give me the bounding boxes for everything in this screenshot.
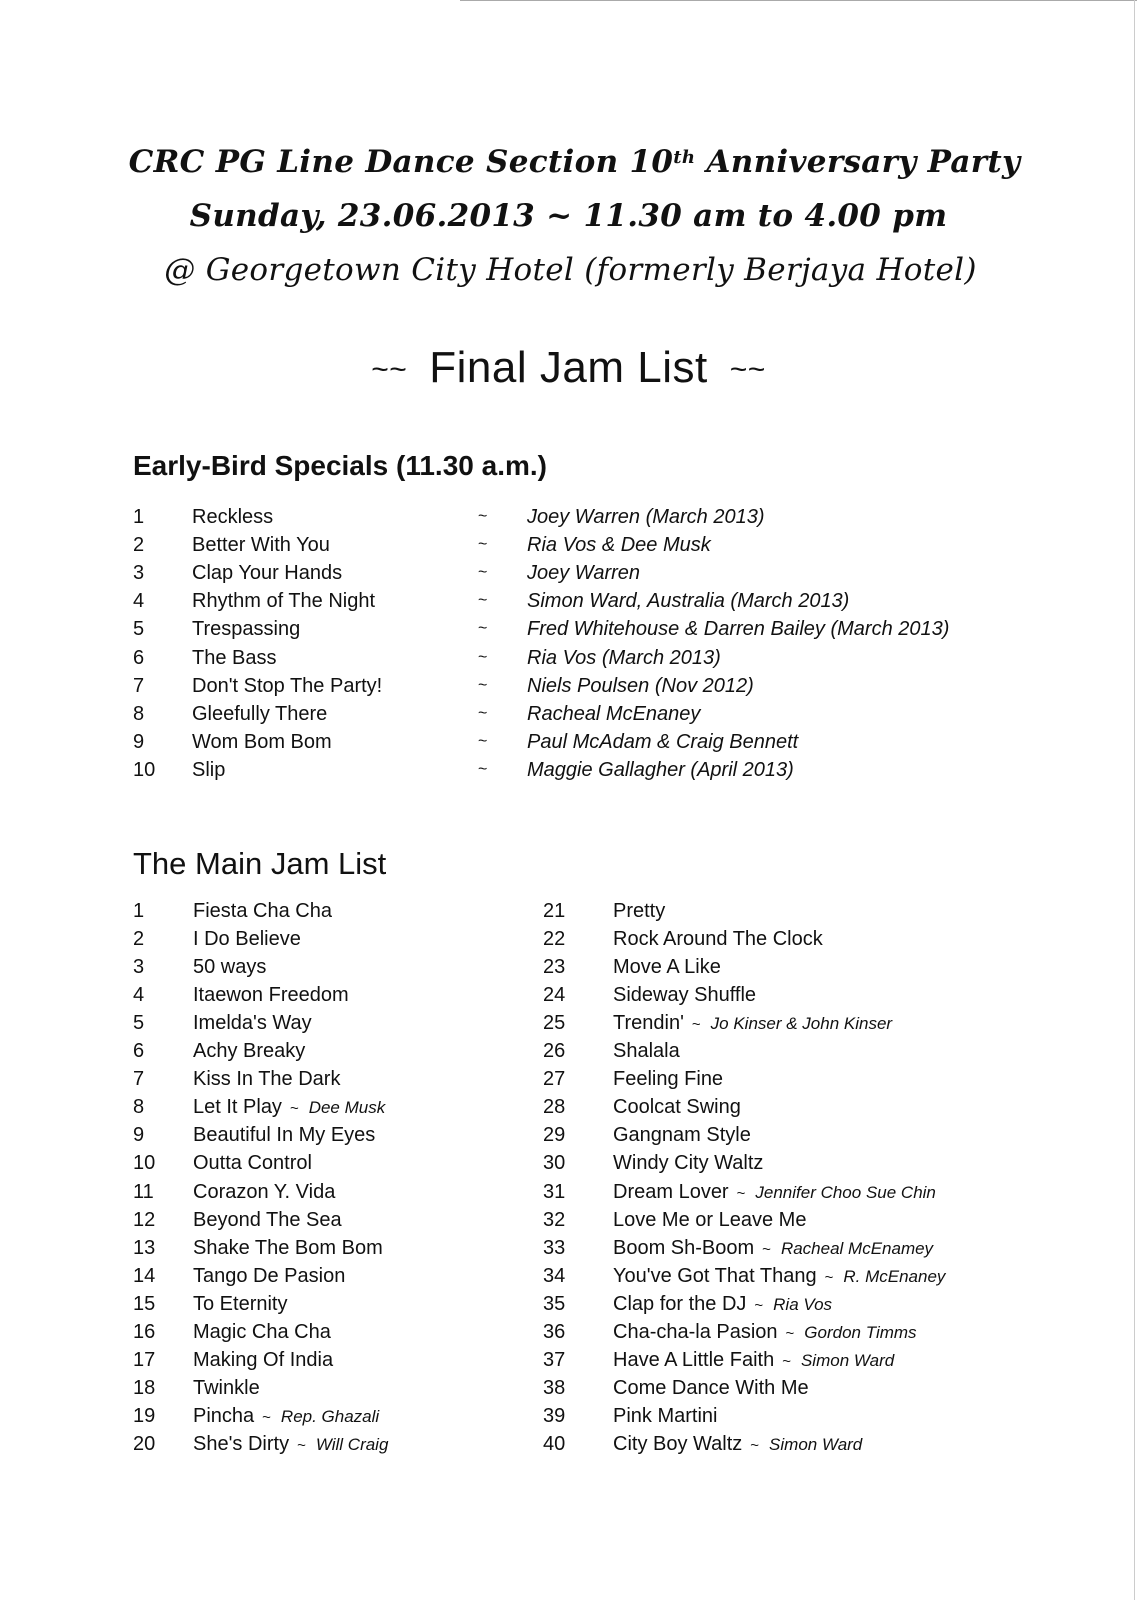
- dance-title: Clap for the DJ: [613, 1292, 747, 1315]
- item-number: 32: [543, 1208, 566, 1231]
- item-number: 2: [133, 928, 145, 951]
- item-number: 38: [543, 1376, 566, 1399]
- dance-title-group: [193, 1093, 385, 1123]
- item-number: 13: [133, 1236, 156, 1259]
- choreographer: Simon Ward: [800, 1350, 895, 1370]
- dance-title-group: [193, 1037, 305, 1065]
- dance-title: Better With You: [192, 534, 330, 557]
- main-list-heading: The Main Jam List: [133, 846, 387, 881]
- dance-title-group: [193, 1290, 287, 1318]
- event-title-line: [0, 135, 1137, 189]
- item-number: 12: [133, 1208, 156, 1231]
- dance-title-group: [613, 1121, 751, 1149]
- dance-title-group: [613, 1065, 723, 1093]
- dance-title-group: [193, 1065, 340, 1093]
- item-number: 29: [543, 1124, 566, 1147]
- item-number: 27: [543, 1068, 566, 1091]
- item-number: 1: [133, 506, 145, 528]
- tilde-separator: ~: [478, 620, 488, 638]
- choreographer: R. McEnaney: [843, 1266, 946, 1286]
- dance-title: Imelda's Way: [193, 1012, 312, 1035]
- event-title-rest: Anniversary Party: [695, 144, 1021, 180]
- item-number: 28: [543, 1096, 566, 1119]
- event-date-line: Sunday, 23.06.2013 ~ 11.30 am to 4.00 pm: [189, 198, 948, 234]
- choreographer: Ria Vos & Dee Musk: [527, 534, 711, 557]
- dance-title: Pink Martini: [613, 1404, 718, 1427]
- item-number: 11: [133, 1180, 154, 1203]
- choreographer: Simon Ward: [769, 1434, 863, 1454]
- dance-title-group: [613, 1318, 917, 1348]
- dance-title: Itaewon Freedom: [193, 984, 349, 1007]
- dance-title: 50 ways: [193, 956, 267, 979]
- dance-title: Beyond The Sea: [193, 1208, 342, 1231]
- dance-title: Trespassing: [192, 618, 301, 641]
- event-title-ordinal: th: [673, 147, 696, 168]
- dance-title: Let It Play: [193, 1096, 282, 1119]
- dance-title: Slip: [192, 758, 226, 781]
- tilde-separator: ~: [478, 648, 488, 666]
- choreographer: Joey Warren (March 2013): [527, 506, 765, 528]
- dance-title-group: [193, 1346, 333, 1374]
- choreographer: Will Craig: [315, 1434, 389, 1454]
- tilde-separator: ~: [478, 676, 488, 694]
- dance-title: I Do Believe: [193, 928, 301, 951]
- tilde-separator: ~: [478, 564, 488, 582]
- item-number: 21: [543, 900, 566, 922]
- title-tilde-right: ~~: [729, 353, 766, 387]
- dance-title: Fiesta Cha Cha: [193, 900, 332, 922]
- dance-title: Sideway Shuffle: [613, 984, 757, 1007]
- item-number: 16: [133, 1320, 156, 1343]
- dance-title-group: [193, 1121, 375, 1149]
- dance-title: Clap Your Hands: [192, 562, 343, 585]
- tilde-separator: ~: [691, 1016, 701, 1034]
- item-number: 10: [133, 758, 156, 781]
- title-tilde-left: ~~: [371, 353, 408, 387]
- dance-title-group: [613, 1430, 862, 1460]
- item-number: 4: [133, 590, 145, 613]
- choreographer: Ria Vos: [773, 1294, 833, 1314]
- dance-title: Shalala: [613, 1040, 680, 1063]
- dance-title-group: [613, 953, 721, 981]
- dance-title: Achy Breaky: [193, 1040, 306, 1063]
- item-number: 17: [133, 1348, 156, 1371]
- choreographer: Jennifer Choo Sue Chin: [755, 1182, 936, 1202]
- dance-title: Outta Control: [193, 1152, 312, 1175]
- dance-title-group: [193, 1402, 379, 1432]
- dance-title: Rhythm of The Night: [192, 590, 376, 613]
- tilde-separator: ~: [478, 508, 488, 525]
- tilde-separator: ~: [297, 1436, 306, 1454]
- dance-title: Coolcat Swing: [613, 1096, 741, 1119]
- dance-title: Love Me or Leave Me: [613, 1208, 807, 1231]
- event-header: [0, 135, 1137, 297]
- item-number: 40: [543, 1432, 566, 1455]
- dance-title-group: [193, 1009, 312, 1037]
- dance-title: Gleefully There: [192, 702, 328, 725]
- dance-title-group: [613, 1206, 806, 1234]
- choreographer: Rep. Ghazali: [280, 1406, 380, 1426]
- dance-title: Come Dance With Me: [613, 1376, 809, 1399]
- dance-title: Have A Little Faith: [613, 1348, 775, 1371]
- dance-title-group: [193, 897, 332, 925]
- dance-title: Magic Cha Cha: [193, 1320, 331, 1343]
- dance-title: Cha-cha-la Pasion: [613, 1320, 778, 1343]
- dance-title-group: [193, 925, 301, 953]
- item-number: 33: [543, 1236, 566, 1259]
- dance-title-group: [613, 1178, 936, 1208]
- dance-title: Pretty: [613, 900, 666, 922]
- item-number: 18: [133, 1376, 156, 1399]
- dance-title-group: [613, 1346, 894, 1376]
- dance-title-group: [613, 1149, 763, 1177]
- dance-title: You've Got That Thang: [613, 1264, 817, 1287]
- item-number: 36: [543, 1320, 566, 1343]
- dance-title-group: [193, 1374, 260, 1402]
- item-number: 35: [543, 1292, 566, 1315]
- dance-title-group: [613, 1290, 832, 1320]
- dance-title-group: [613, 1037, 680, 1065]
- tilde-separator: ~: [754, 1296, 764, 1314]
- dance-title-group: [613, 897, 665, 925]
- item-number: 20: [133, 1432, 156, 1455]
- item-number: 23: [543, 956, 566, 979]
- dance-title-group: [193, 1234, 383, 1262]
- choreographer: Joey Warren: [527, 562, 641, 585]
- dance-title: Boom Sh-Boom: [613, 1236, 755, 1259]
- item-number: 7: [133, 674, 145, 697]
- choreographer: Racheal McEnamey: [780, 1238, 934, 1258]
- dance-title: The Bass: [192, 646, 277, 669]
- page-title: [0, 340, 1137, 398]
- item-number: 3: [133, 562, 145, 585]
- choreographer: Simon Ward, Australia (March 2013): [527, 590, 850, 613]
- tilde-separator: ~: [478, 592, 488, 610]
- item-number: 37: [543, 1348, 566, 1371]
- dance-title: City Boy Waltz: [613, 1432, 743, 1455]
- tilde-separator: ~: [785, 1324, 795, 1342]
- item-number: 22: [543, 928, 566, 951]
- item-number: 8: [133, 702, 145, 725]
- tilde-separator: ~: [762, 1240, 771, 1258]
- choreographer: Niels Poulsen (Nov 2012): [527, 674, 754, 697]
- tilde-separator: ~: [478, 760, 488, 778]
- dance-title: Pincha: [193, 1404, 255, 1427]
- item-number: 19: [133, 1404, 156, 1427]
- item-number: 2: [133, 534, 145, 557]
- tilde-separator: ~: [478, 704, 488, 722]
- dance-title-group: [193, 953, 266, 981]
- item-number: 34: [543, 1264, 566, 1287]
- item-number: 6: [133, 1040, 145, 1063]
- choreographer: Racheal McEnaney: [527, 702, 701, 725]
- item-number: 8: [133, 1096, 145, 1119]
- item-number: 10: [133, 1152, 156, 1175]
- choreographer: Ria Vos (March 2013): [527, 646, 721, 669]
- page-title-text: Final Jam List: [429, 343, 708, 392]
- dance-title-group: [193, 1206, 342, 1234]
- item-number: 1: [133, 900, 145, 922]
- dance-title: Rock Around The Clock: [613, 928, 823, 951]
- dance-title: Trendin': [613, 1012, 684, 1035]
- dance-title-group: [613, 1234, 933, 1264]
- dance-title-group: [193, 1149, 312, 1177]
- dance-title-group: [193, 1262, 345, 1290]
- dance-title-group: [613, 1402, 717, 1430]
- choreographer: Paul McAdam & Craig Bennett: [527, 730, 799, 753]
- item-number: 3: [133, 956, 145, 979]
- scan-edge-top: [460, 0, 1137, 2]
- choreographer: Dee Musk: [308, 1098, 386, 1118]
- dance-title-group: [613, 1262, 945, 1292]
- dance-title-group: [613, 1009, 892, 1039]
- item-number: 24: [543, 984, 566, 1007]
- dance-title: Don't Stop The Party!: [192, 674, 383, 697]
- dance-title: Windy City Waltz: [613, 1152, 764, 1175]
- event-venue-line: @ Georgetown City Hotel (formerly Berjaya Hotel): [164, 252, 977, 288]
- tilde-separator: ~: [262, 1408, 271, 1426]
- dance-title-group: [613, 925, 823, 953]
- early-bird-heading: Early-Bird Specials (11.30 a.m.): [133, 450, 547, 481]
- tilde-separator: ~: [736, 1184, 746, 1202]
- item-number: 30: [543, 1152, 566, 1175]
- item-number: 31: [543, 1180, 566, 1203]
- choreographer: Gordon Timms: [804, 1322, 917, 1342]
- tilde-separator: ~: [782, 1352, 791, 1370]
- dance-title: Move A Like: [613, 956, 721, 979]
- dance-title: Wom Bom Bom: [192, 730, 332, 753]
- item-number: 14: [133, 1264, 156, 1287]
- dance-title: Dream Lover: [613, 1180, 729, 1203]
- dance-title: Making Of India: [193, 1348, 334, 1371]
- choreographer: Fred Whitehouse & Darren Bailey (March 2013): [527, 618, 950, 641]
- dance-title: Beautiful In My Eyes: [193, 1124, 376, 1147]
- dance-title: Tango De Pasion: [193, 1264, 346, 1287]
- dance-title: Corazon Y. Vida: [193, 1180, 336, 1203]
- item-number: 5: [133, 618, 145, 641]
- dance-title-group: [613, 1374, 809, 1402]
- tilde-separator: ~: [824, 1268, 834, 1286]
- tilde-separator: ~: [750, 1436, 760, 1454]
- choreographer: Jo Kinser & John Kinser: [710, 1014, 893, 1034]
- dance-title-group: [613, 1093, 741, 1121]
- dance-title-group: [193, 1430, 388, 1460]
- dance-title-group: [613, 981, 756, 1009]
- item-number: 15: [133, 1292, 156, 1315]
- dance-title: Reckless: [192, 506, 274, 528]
- tilde-separator: ~: [289, 1100, 299, 1118]
- item-number: 25: [543, 1012, 566, 1035]
- dance-title-group: [193, 1318, 331, 1346]
- dance-title: Feeling Fine: [613, 1068, 724, 1091]
- dance-title-group: [193, 1178, 335, 1206]
- dance-title: To Eternity: [193, 1292, 288, 1315]
- dance-title: Gangnam Style: [613, 1124, 751, 1147]
- item-number: 39: [543, 1404, 566, 1427]
- dance-title: Twinkle: [193, 1376, 260, 1399]
- item-number: 5: [133, 1012, 145, 1035]
- item-number: 6: [133, 646, 145, 669]
- dance-title: Kiss In The Dark: [193, 1068, 341, 1091]
- item-number: 7: [133, 1068, 145, 1091]
- tilde-separator: ~: [478, 732, 488, 750]
- item-number: 4: [133, 984, 145, 1007]
- dance-title: She's Dirty: [193, 1432, 290, 1455]
- item-number: 9: [133, 1124, 145, 1147]
- item-number: 9: [133, 730, 145, 753]
- dance-title-group: [193, 981, 349, 1009]
- tilde-separator: ~: [478, 536, 488, 554]
- choreographer: Maggie Gallagher (April 2013): [527, 758, 794, 781]
- dance-title: Shake The Bom Bom: [193, 1236, 383, 1259]
- item-number: 26: [543, 1040, 566, 1063]
- event-title-main: CRC PG Line Dance Section 10: [128, 144, 674, 180]
